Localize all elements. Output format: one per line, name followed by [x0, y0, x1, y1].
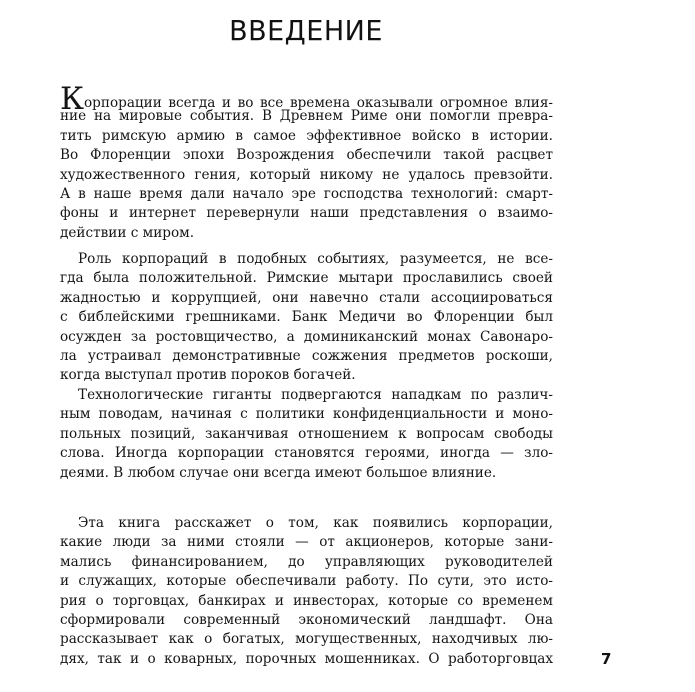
paragraph-3-line-1: Технологические гиганты подвергаются нападкам по различ- [78, 387, 553, 403]
paragraph-2-line-6: ла устраивал демонстративные сожжения предметов роскоши, [60, 347, 553, 364]
paragraph-4-line-1: Эта книга расскажет о том, как появились корпорации, [78, 515, 553, 531]
paragraph-1-line-7: фоны и интернет перевернули наши представления о взаимо- [60, 205, 553, 222]
paragraph-1-line-3: тить римскую армию в самое эффективное войско в истории. [60, 127, 553, 144]
paragraph-3-line-2: ным поводам, начиная с политики конфиденциальности и моно- [60, 406, 553, 423]
paragraph-1-line-1-text: орпорации всегда и во все времена оказывали огромное влия- [84, 95, 553, 111]
paragraph-4-line-6: сформировали современный экономический ландшафт. Она [60, 611, 553, 628]
page-number: 7 [601, 650, 612, 668]
paragraph-2-line-5: осужден за ростовщичество, а доминиканский монах Савонаро- [60, 328, 553, 345]
paragraph-4-line-7: рассказывает как о богатых, могущественных, находчивых лю- [60, 631, 553, 648]
paragraph-1-line-6: А в наше время дали начало эре господства технологий: смарт- [60, 185, 553, 202]
paragraph-1-line-8: действии с миром. [60, 224, 195, 241]
paragraph-1-line-4: Во Флоренции эпохи Возрождения обеспечили такой расцвет [60, 147, 553, 164]
paragraph-3-line-4: слова. Иногда корпорации становятся героями, иногда — зло- [60, 445, 553, 462]
paragraph-4-line-4: и служащих, которые обеспечивали работу. По сути, это исто- [60, 573, 553, 590]
chapter-title: ВВЕДЕНИЕ [229, 15, 383, 48]
paragraph-1-line-5: художественного гения, который никому не удалось превзойти. [60, 166, 553, 183]
paragraph-2 [60, 250, 553, 386]
paragraph-4-line-3: мались финансированием, до управляющих руководителей [60, 553, 553, 570]
paragraph-2-line-1: Роль корпораций в подобных событиях, разумеется, не все- [78, 251, 553, 267]
paragraph-1-line-2: ние на мировые события. В Древнем Риме они помогли превра- [60, 108, 553, 125]
paragraph-2-line-7: когда выступал против пороков богачей. [60, 367, 356, 384]
paragraph-4 [60, 514, 553, 669]
paragraph-2-line-4: с библейскими грешниками. Банк Медичи во Флоренции был [60, 309, 553, 326]
paragraph-2-line-3: жадностью и коррупцией, они навечно стали ассоциироваться [60, 289, 553, 306]
paragraph-2-line-2: гда была положительной. Римские мытари прославились своей [60, 270, 553, 287]
paragraph-3 [60, 386, 553, 483]
paragraph-4-line-8: дях, так и о коварных, порочных мошенниках. О работорговцах [60, 650, 553, 667]
dropcap-letter: К [60, 81, 84, 117]
paragraph-1 [60, 81, 553, 243]
paragraph-3-line-3: польных позиций, заканчивая отношением к вопросам свободы [60, 425, 553, 442]
paragraph-3-line-5: деями. В любом случае они всегда имеют большое влияние. [60, 464, 497, 481]
paragraph-4-line-5: рия о торговцах, банкирах и инвесторах, которые со временем [60, 592, 553, 609]
paragraph-4-line-2: какие люди за ними стояли — от акционеров, которые зани- [60, 534, 553, 551]
